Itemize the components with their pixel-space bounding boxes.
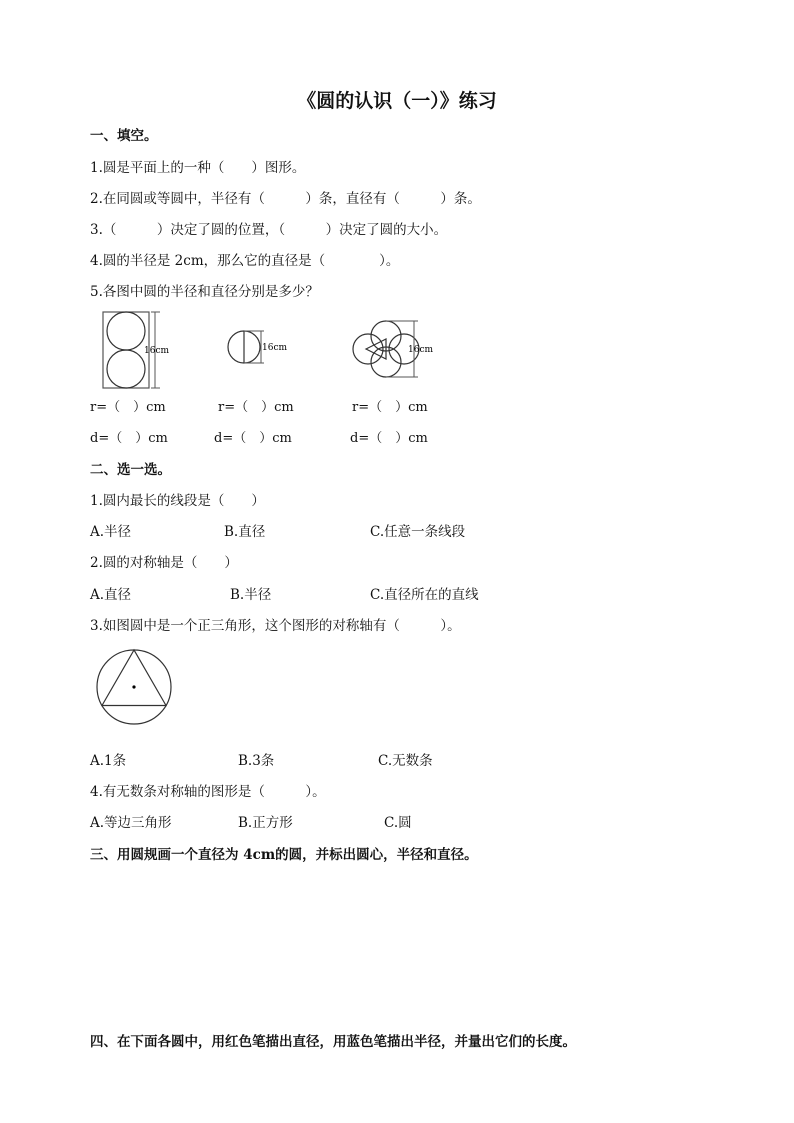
page-title: 《圆的认识（一）》练习 [297, 90, 497, 112]
question-2-4: 4.有无数条对称轴的图形是（ ）。 [90, 784, 326, 800]
option-2-4-b: B.正方形 [238, 815, 293, 831]
answer-r-2: r=（ ）cm [218, 400, 294, 415]
figure-four-circles [344, 318, 444, 384]
question-2-3: 3.如图圆中是一个正三角形，这个图形的对称轴有（ ）。 [90, 618, 461, 634]
option-2-1-b: B.直径 [224, 524, 266, 540]
section4-heading: 四、在下面各圆中，用红色笔描出直径，用蓝色笔描出半径，并量出它们的长度。 [90, 1034, 576, 1050]
question-1-5: 5.各图中圆的半径和直径分别是多少？ [90, 284, 319, 300]
option-2-4-c: C.圆 [384, 815, 412, 831]
section1-heading: 一、填空。 [90, 128, 158, 144]
figure-circle-triangle [92, 645, 178, 729]
question-1-3: 3.（ ）决定了圆的位置，（ ）决定了圆的大小。 [90, 222, 448, 238]
option-2-2-a: A.直径 [90, 587, 132, 603]
answer-d-2: d=（ ）cm [214, 431, 292, 446]
answer-d-3: d=（ ）cm [350, 431, 428, 446]
option-2-2-b: B.半径 [230, 587, 272, 603]
answer-d-1: d=（ ）cm [90, 431, 168, 446]
option-2-1-c: C.任意一条线段 [370, 524, 466, 540]
option-2-3-b: B.3条 [238, 753, 275, 769]
question-1-2: 2.在同圆或等圆中，半径有（ ）条，直径有（ ）条。 [90, 191, 481, 207]
figure3-label: 16cm [408, 345, 434, 355]
figure2-label: 16cm [262, 343, 288, 353]
option-2-4-a: A.等边三角形 [90, 815, 172, 831]
answer-r-3: r=（ ）cm [352, 400, 428, 415]
figure-circle-diameter [224, 322, 304, 372]
question-2-2: 2.圆的对称轴是（ ） [90, 555, 238, 571]
option-2-1-a: A.半径 [90, 524, 132, 540]
question-2-1: 1.圆内最长的线段是（ ） [90, 493, 265, 509]
option-2-3-c: C.无数条 [378, 753, 433, 769]
section3-heading: 三、用圆规画一个直径为 4cm的圆，并标出圆心，半径和直径。 [90, 847, 478, 863]
question-1-1: 1.圆是平面上的一种（ ）图形。 [90, 160, 306, 176]
option-2-2-c: C.直径所在的直线 [370, 587, 479, 603]
section2-heading: 二、选一选。 [90, 462, 171, 478]
answer-r-1: r=（ ）cm [90, 400, 166, 415]
figure-two-circles [98, 308, 188, 390]
option-2-3-a: A.1条 [90, 753, 127, 769]
question-1-4: 4.圆的半径是 2cm，那么它的直径是（ ）。 [90, 253, 400, 269]
figure1-label: 16cm [144, 346, 170, 356]
